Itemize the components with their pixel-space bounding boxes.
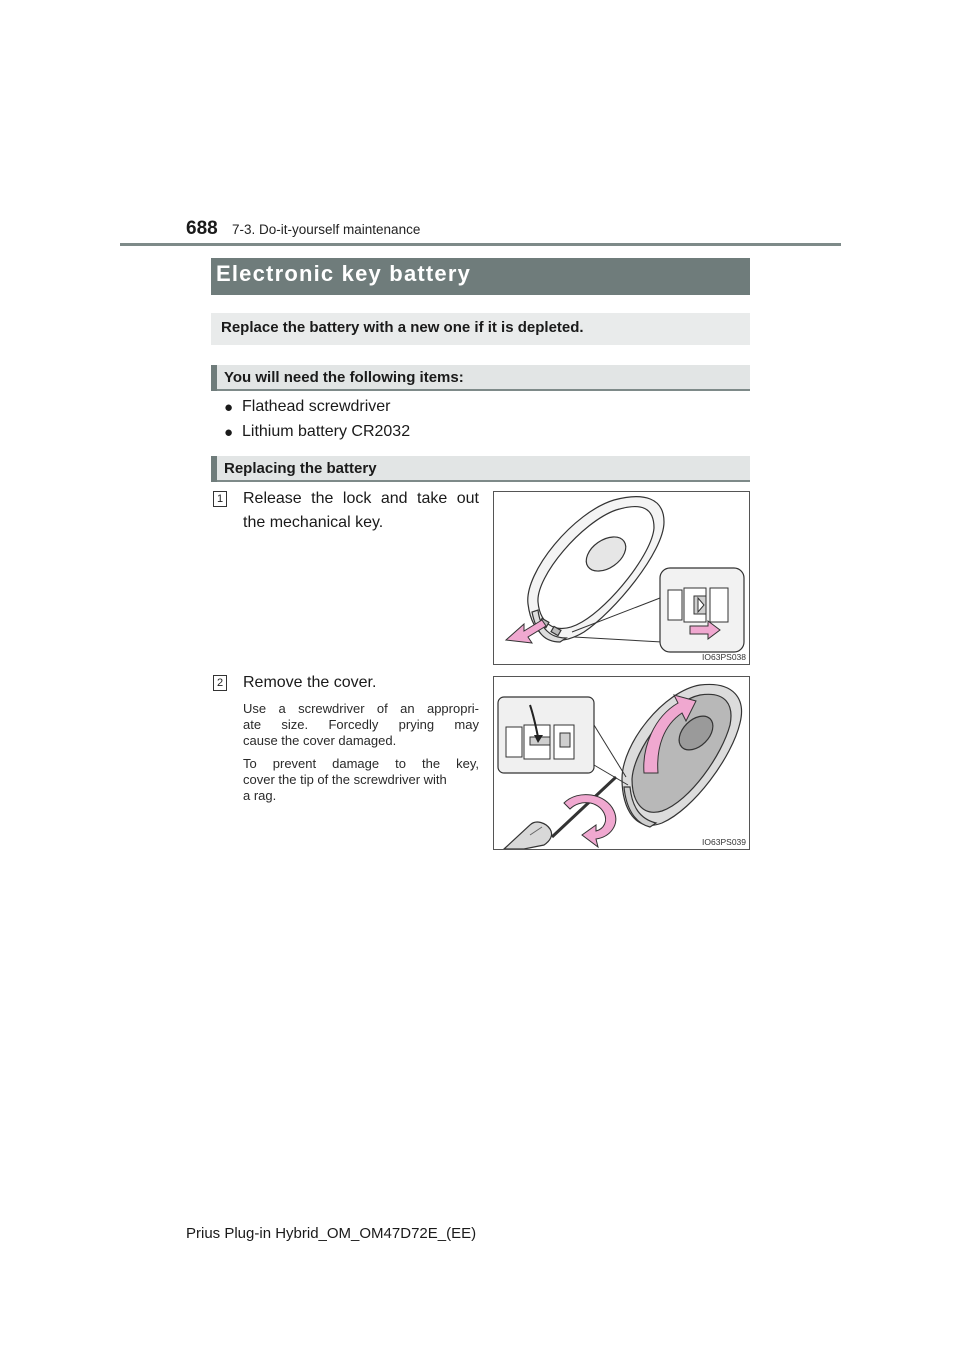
step-2-note-2-line1: To prevent damage to the key, <box>243 756 479 771</box>
step-1-text-line2: the mechanical key. <box>243 514 384 531</box>
intro-text: Replace the battery with a new one if it is depleted. <box>221 319 584 336</box>
page-number: 688 <box>186 218 218 239</box>
items-subheading-tab <box>211 365 217 391</box>
step-2-note-2-line2: cover the tip of the screwdriver with <box>243 772 447 787</box>
step-number-1: 1 <box>213 491 227 507</box>
step-2-note-1-line1: Use a screwdriver of an appropri- <box>243 701 479 716</box>
figure-code-1: IO63PS038 <box>702 652 746 662</box>
items-subheading: You will need the following items: <box>224 369 464 386</box>
key-fob-illustration-2 <box>494 677 749 849</box>
footer-document-id: Prius Plug-in Hybrid_OM_OM47D72E_(EE) <box>186 1225 477 1242</box>
replace-subheading-tab <box>211 456 217 482</box>
bullet-icon: ● <box>224 399 234 416</box>
step-2-note-1-line2: ate size. Forcedly prying may <box>243 717 479 732</box>
step-2-note-2-line3: a rag. <box>243 788 277 803</box>
section-label: 7-3. Do-it-yourself maintenance <box>232 222 421 237</box>
header-rule <box>120 243 841 246</box>
figure-key-release <box>493 491 750 665</box>
page-title: Electronic key battery <box>216 261 472 286</box>
figure-cover-removal <box>493 676 750 850</box>
step-2-note-1-line3: cause the cover damaged. <box>243 733 397 748</box>
step-number-2: 2 <box>213 675 227 691</box>
step-1-text-line1: Release the lock and take out <box>243 490 479 507</box>
key-fob-illustration-1 <box>494 492 749 664</box>
figure-code-2: IO63PS039 <box>702 837 746 847</box>
list-item: Lithium battery CR2032 <box>242 423 411 440</box>
step-2-text: Remove the cover. <box>243 674 377 691</box>
bullet-icon: ● <box>224 424 234 441</box>
list-item: Flathead screwdriver <box>242 398 391 415</box>
replace-subheading: Replacing the battery <box>224 460 377 477</box>
